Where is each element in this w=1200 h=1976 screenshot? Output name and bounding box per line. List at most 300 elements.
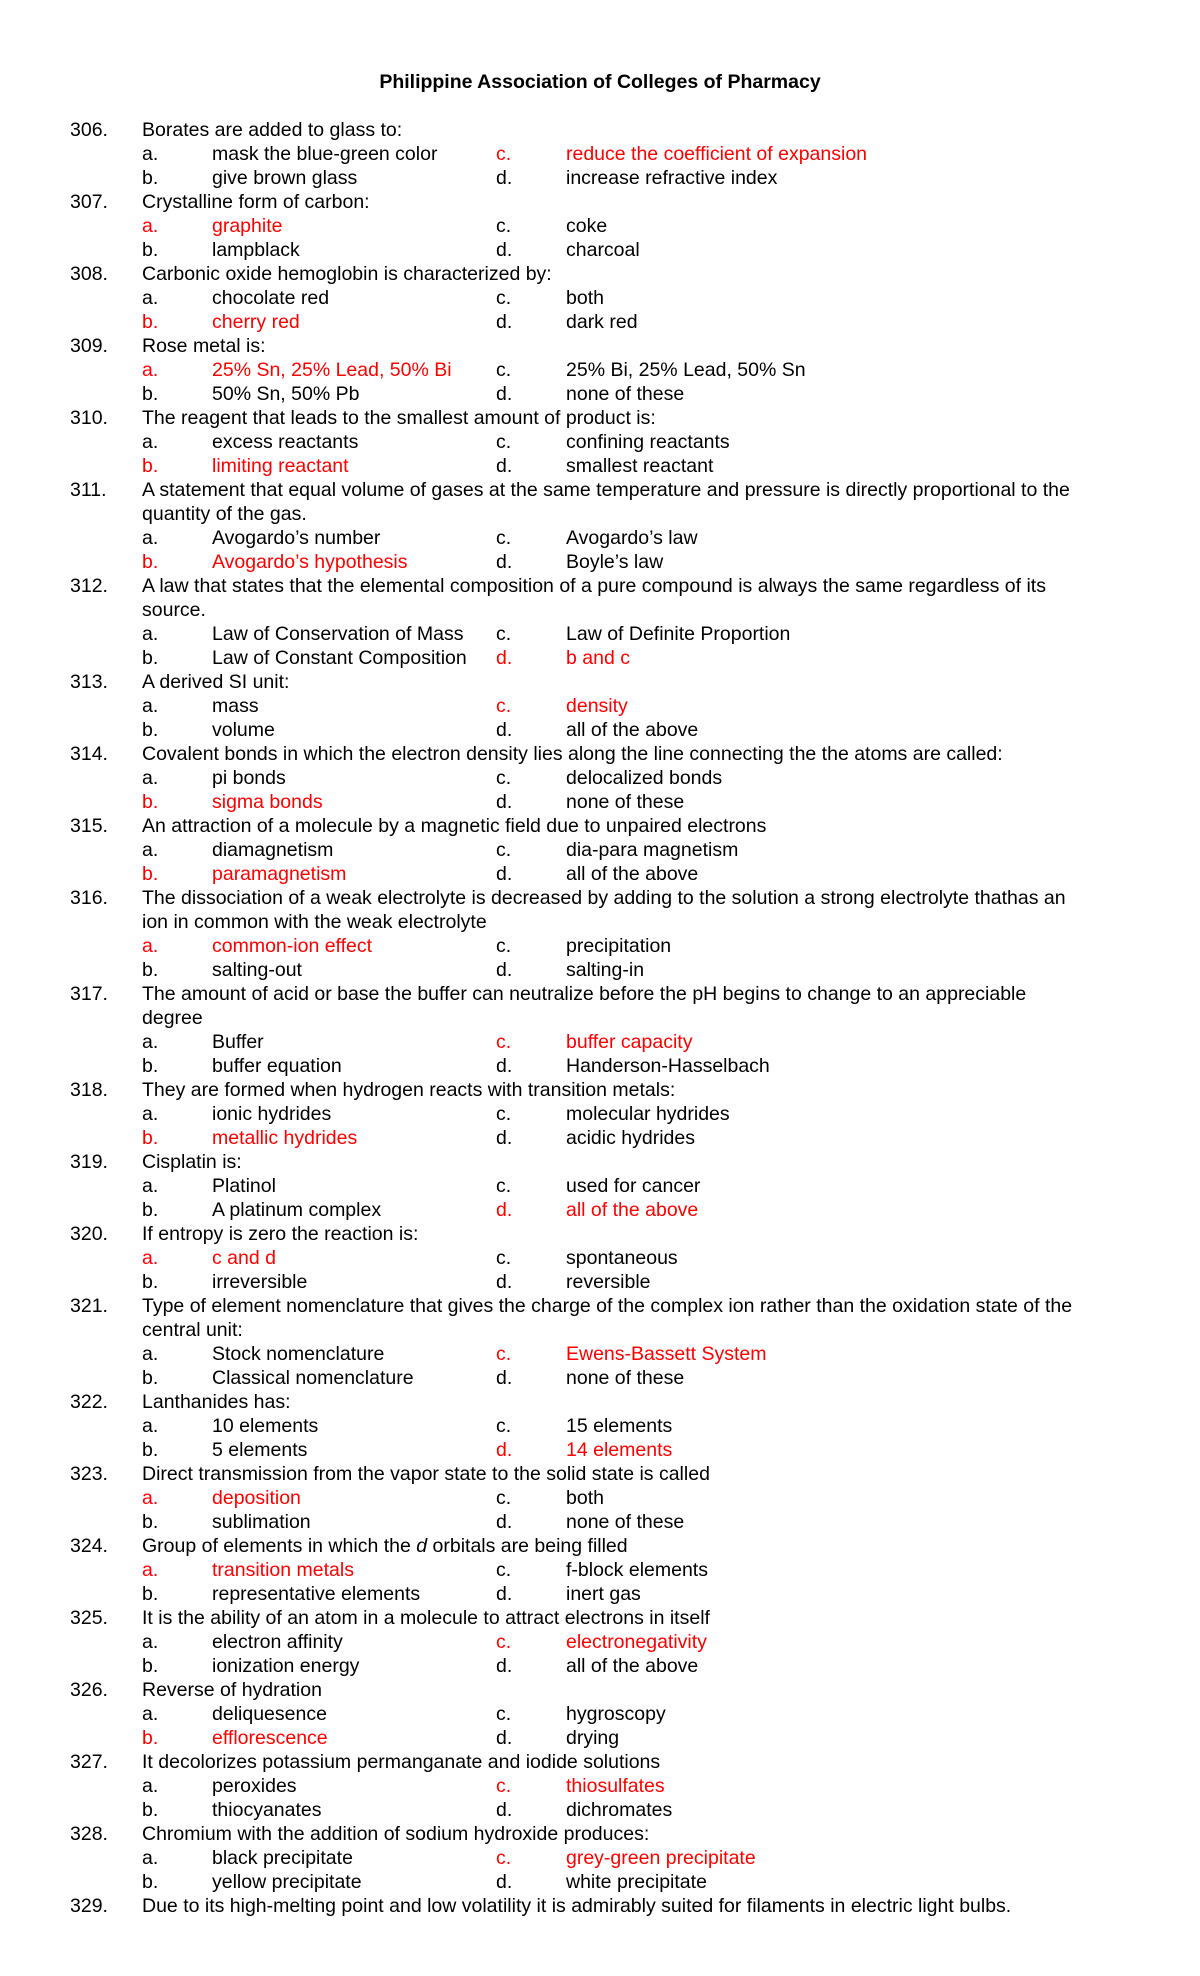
question-text: They are formed when hydrogen reacts with transition metals: <box>142 1079 676 1101</box>
option-letter: d. <box>496 1439 513 1461</box>
question-text: Chromium with the addition of sodium hydroxide produces: <box>142 1823 650 1845</box>
option-text: Law of Constant Composition <box>212 647 467 669</box>
option-text: 5 elements <box>212 1439 308 1461</box>
question-text: A statement that equal volume of gases at the same temperature and pressure is directly proportional to the <box>142 479 1070 501</box>
option-text: none of these <box>566 1511 685 1533</box>
question-line <box>70 406 1150 430</box>
option-row <box>70 1798 1150 1822</box>
question-line <box>70 1894 1150 1918</box>
option-text: mask the blue-green color <box>212 143 438 165</box>
option-row <box>70 1702 1150 1726</box>
option-letter: a. <box>142 1103 159 1125</box>
question-text: Carbonic oxide hemoglobin is characterized by: <box>142 263 552 285</box>
option-text: acidic hydrides <box>566 1127 695 1149</box>
question-item <box>70 334 1150 406</box>
option-letter: d. <box>496 1055 513 1077</box>
option-letter: b. <box>142 311 159 333</box>
question-item <box>70 742 1150 814</box>
option-letter: b. <box>142 1871 159 1893</box>
option-row <box>70 526 1150 550</box>
question-number: 313. <box>70 671 108 693</box>
question-item <box>70 118 1150 190</box>
question-number: 306. <box>70 119 108 141</box>
correct-answer-text: buffer capacity <box>566 1031 693 1053</box>
option-row <box>70 430 1150 454</box>
correct-answer-text: transition metals <box>212 1559 354 1581</box>
option-letter: c. <box>496 431 512 453</box>
option-text: ionization energy <box>212 1655 360 1677</box>
correct-answer-text: c and d <box>212 1247 276 1269</box>
correct-answer-text: density <box>566 695 628 717</box>
option-text: Buffer <box>212 1031 264 1053</box>
option-row <box>70 1198 1150 1222</box>
option-letter: a. <box>142 1247 159 1269</box>
option-row <box>70 646 1150 670</box>
question-text: The dissociation of a weak electrolyte is decreased by adding to the solution a strong electrolyte thathas an <box>142 887 1066 909</box>
question-item <box>70 1390 1150 1462</box>
option-letter: d. <box>496 863 513 885</box>
question-number: 328. <box>70 1823 108 1845</box>
correct-answer-text: Avogardo’s hypothesis <box>212 551 408 573</box>
question-text: Rose metal is: <box>142 335 266 357</box>
option-row <box>70 1246 1150 1270</box>
question-text: quantity of the gas. <box>142 503 307 525</box>
option-text: f-block elements <box>566 1559 708 1581</box>
option-letter: b. <box>142 1199 159 1221</box>
question-text-italic: d <box>416 1535 428 1557</box>
option-letter: d. <box>496 1367 513 1389</box>
option-text: Law of Conservation of Mass <box>212 623 464 645</box>
question-line <box>70 1534 1150 1558</box>
option-row <box>70 694 1150 718</box>
option-letter: a. <box>142 1031 159 1053</box>
question-text: An attraction of a molecule by a magnetic field due to unpaired electrons <box>142 815 767 837</box>
option-row <box>70 622 1150 646</box>
question-item <box>70 1462 1150 1534</box>
question-item <box>70 1750 1150 1822</box>
question-item <box>70 670 1150 742</box>
option-letter: a. <box>142 695 159 717</box>
option-letter: b. <box>142 1583 159 1605</box>
option-letter: b. <box>142 455 159 477</box>
option-text: both <box>566 287 604 309</box>
question-number: 315. <box>70 815 108 837</box>
question-line <box>70 886 1150 910</box>
option-text: inert gas <box>566 1583 641 1605</box>
option-text: electron affinity <box>212 1631 343 1653</box>
option-row <box>70 1342 1150 1366</box>
question-number: 325. <box>70 1607 108 1629</box>
option-text: smallest reactant <box>566 455 714 477</box>
option-letter: a. <box>142 1847 159 1869</box>
question-line <box>70 190 1150 214</box>
option-letter: c. <box>496 1775 512 1797</box>
option-row <box>70 286 1150 310</box>
question-text: Due to its high-melting point and low volatility it is admirably suited for filaments in electric light bulbs. <box>142 1895 1012 1917</box>
option-letter: b. <box>142 1655 159 1677</box>
option-text: delocalized bonds <box>566 767 723 789</box>
question-number: 319. <box>70 1151 108 1173</box>
question-line <box>70 1678 1150 1702</box>
option-row <box>70 958 1150 982</box>
option-text: drying <box>566 1727 620 1749</box>
question-text: degree <box>142 1007 203 1029</box>
option-text: dark red <box>566 311 638 333</box>
option-letter: b. <box>142 791 159 813</box>
option-text: peroxides <box>212 1775 297 1797</box>
question-item <box>70 1678 1150 1750</box>
question-number: 324. <box>70 1535 108 1557</box>
option-letter: c. <box>496 359 512 381</box>
option-row <box>70 454 1150 478</box>
question-text-part: Group of elements in which the <box>142 1535 417 1557</box>
option-text: all of the above <box>566 863 699 885</box>
option-letter: c. <box>496 1103 512 1125</box>
question-number: 329. <box>70 1895 108 1917</box>
option-letter: a. <box>142 287 159 309</box>
option-letter: c. <box>496 1175 512 1197</box>
option-row <box>70 766 1150 790</box>
question-item <box>70 982 1150 1078</box>
option-text: spontaneous <box>566 1247 678 1269</box>
question-text: It decolorizes potassium permanganate and iodide solutions <box>142 1751 661 1773</box>
option-letter: c. <box>496 1343 512 1365</box>
question-item <box>70 1222 1150 1294</box>
option-text: white precipitate <box>566 1871 707 1893</box>
option-letter: b. <box>142 1055 159 1077</box>
question-text: A derived SI unit: <box>142 671 290 693</box>
option-row <box>70 1414 1150 1438</box>
option-letter: d. <box>496 311 513 333</box>
option-letter: d. <box>496 239 513 261</box>
option-letter: b. <box>142 863 159 885</box>
option-letter: d. <box>496 959 513 981</box>
option-text: volume <box>212 719 275 741</box>
option-letter: c. <box>496 215 512 237</box>
question-text: Crystalline form of carbon: <box>142 191 370 213</box>
question-number: 316. <box>70 887 108 909</box>
question-item <box>70 478 1150 574</box>
option-letter: d. <box>496 791 513 813</box>
option-text: molecular hydrides <box>566 1103 730 1125</box>
correct-answer-text: limiting reactant <box>212 455 349 477</box>
option-letter: c. <box>496 1487 512 1509</box>
option-text: used for cancer <box>566 1175 701 1197</box>
question-line <box>70 1078 1150 1102</box>
option-text: representative elements <box>212 1583 421 1605</box>
question-item <box>70 406 1150 478</box>
option-letter: a. <box>142 935 159 957</box>
question-line <box>70 118 1150 142</box>
option-letter: a. <box>142 143 159 165</box>
option-row <box>70 1030 1150 1054</box>
question-number: 322. <box>70 1391 108 1413</box>
question-number: 320. <box>70 1223 108 1245</box>
question-number: 308. <box>70 263 108 285</box>
question-text: Cisplatin is: <box>142 1151 242 1173</box>
question-line <box>70 598 1150 622</box>
option-text: Boyle’s law <box>566 551 664 573</box>
question-list <box>70 118 1150 1918</box>
question-line <box>70 334 1150 358</box>
question-line <box>70 574 1150 598</box>
option-letter: a. <box>142 1343 159 1365</box>
question-item <box>70 1822 1150 1894</box>
question-text: A law that states that the elemental composition of a pure compound is always the same regardless of its <box>142 575 1046 597</box>
option-text: Classical nomenclature <box>212 1367 414 1389</box>
option-text: pi bonds <box>212 767 286 789</box>
option-letter: c. <box>496 143 512 165</box>
option-row <box>70 718 1150 742</box>
option-text: diamagnetism <box>212 839 334 861</box>
question-number: 317. <box>70 983 108 1005</box>
option-letter: b. <box>142 551 159 573</box>
option-text: sublimation <box>212 1511 311 1533</box>
question-line <box>70 262 1150 286</box>
option-letter: b. <box>142 1727 159 1749</box>
question-text: If entropy is zero the reaction is: <box>142 1223 419 1245</box>
option-text: Law of Definite Proportion <box>566 623 791 645</box>
option-row <box>70 382 1150 406</box>
option-letter: c. <box>496 1847 512 1869</box>
option-text: 50% Sn, 50% Pb <box>212 383 360 405</box>
option-text: Stock nomenclature <box>212 1343 385 1365</box>
question-line <box>70 1222 1150 1246</box>
option-row <box>70 1726 1150 1750</box>
question-item <box>70 814 1150 886</box>
question-text <box>142 1534 628 1558</box>
option-letter: c. <box>496 287 512 309</box>
question-item <box>70 574 1150 670</box>
option-row <box>70 1510 1150 1534</box>
option-letter: a. <box>142 1631 159 1653</box>
option-text: all of the above <box>566 719 699 741</box>
option-letter: c. <box>496 1415 512 1437</box>
question-text: Type of element nomenclature that gives the charge of the complex ion rather than the oxidation state of the <box>142 1295 1073 1317</box>
question-number: 326. <box>70 1679 108 1701</box>
option-text: A platinum complex <box>212 1199 382 1221</box>
question-line <box>70 910 1150 934</box>
question-line <box>70 1390 1150 1414</box>
option-row <box>70 358 1150 382</box>
option-text: thiocyanates <box>212 1799 322 1821</box>
option-letter: a. <box>142 359 159 381</box>
question-number: 323. <box>70 1463 108 1485</box>
option-row <box>70 238 1150 262</box>
option-text: deliquesence <box>212 1703 327 1725</box>
option-letter: b. <box>142 1367 159 1389</box>
correct-answer-text: cherry red <box>212 311 300 333</box>
option-text: give brown glass <box>212 167 358 189</box>
question-number: 312. <box>70 575 108 597</box>
option-letter: d. <box>496 551 513 573</box>
correct-answer-text: 14 elements <box>566 1439 673 1461</box>
option-row <box>70 214 1150 238</box>
question-line <box>70 1150 1150 1174</box>
option-letter: b. <box>142 959 159 981</box>
option-letter: a. <box>142 1703 159 1725</box>
correct-answer-text: common-ion effect <box>212 935 373 957</box>
correct-answer-text: reduce the coefficient of expansion <box>566 143 868 165</box>
option-row <box>70 790 1150 814</box>
option-letter: b. <box>142 1511 159 1533</box>
question-item <box>70 1894 1150 1918</box>
question-line <box>70 1606 1150 1630</box>
question-item <box>70 1078 1150 1150</box>
question-number: 311. <box>70 479 107 501</box>
question-line <box>70 742 1150 766</box>
option-text: ionic hydrides <box>212 1103 332 1125</box>
question-line <box>70 1750 1150 1774</box>
option-letter: c. <box>496 527 512 549</box>
option-text: dia-para magnetism <box>566 839 739 861</box>
question-item <box>70 1606 1150 1678</box>
option-text: Handerson-Hasselbach <box>566 1055 770 1077</box>
option-row <box>70 934 1150 958</box>
option-letter: b. <box>142 1799 159 1821</box>
option-text: Avogardo’s law <box>566 527 698 549</box>
question-item <box>70 1534 1150 1606</box>
option-text: charcoal <box>566 239 640 261</box>
option-text: increase refractive index <box>566 167 778 189</box>
option-letter: d. <box>496 383 513 405</box>
question-line <box>70 502 1150 526</box>
option-text: 10 elements <box>212 1415 319 1437</box>
option-text: excess reactants <box>212 431 359 453</box>
question-number: 321. <box>70 1295 108 1317</box>
option-letter: d. <box>496 1583 513 1605</box>
option-letter: c. <box>496 695 512 717</box>
option-text: hygroscopy <box>566 1703 666 1725</box>
correct-answer-text: paramagnetism <box>212 863 347 885</box>
question-text: Reverse of hydration <box>142 1679 322 1701</box>
option-letter: d. <box>496 167 513 189</box>
correct-answer-text: Ewens-Bassett System <box>566 1343 767 1365</box>
question-text: The reagent that leads to the smallest amount of product is: <box>142 407 656 429</box>
option-row <box>70 1774 1150 1798</box>
option-letter: a. <box>142 431 159 453</box>
option-letter: d. <box>496 1799 513 1821</box>
option-row <box>70 1126 1150 1150</box>
option-letter: b. <box>142 1439 159 1461</box>
correct-answer-text: metallic hydrides <box>212 1127 358 1149</box>
option-row <box>70 1174 1150 1198</box>
correct-answer-text: graphite <box>212 215 283 237</box>
correct-answer-text: sigma bonds <box>212 791 323 813</box>
option-text: irreversible <box>212 1271 308 1293</box>
option-text: none of these <box>566 1367 685 1389</box>
question-line <box>70 1006 1150 1030</box>
question-line <box>70 1294 1150 1318</box>
option-letter: c. <box>496 935 512 957</box>
question-line <box>70 982 1150 1006</box>
question-text: Lanthanides has: <box>142 1391 291 1413</box>
question-line <box>70 1462 1150 1486</box>
option-letter: a. <box>142 1559 159 1581</box>
page-title: Philippine Association of Colleges of Pharmacy <box>379 71 821 93</box>
question-number: 318. <box>70 1079 108 1101</box>
question-text: ion in common with the weak electrolyte <box>142 911 487 933</box>
option-letter: d. <box>496 719 513 741</box>
option-text: none of these <box>566 383 685 405</box>
question-number: 307. <box>70 191 108 213</box>
question-text: The amount of acid or base the buffer can neutralize before the pH begins to change to an appreciable <box>142 983 1027 1005</box>
question-item <box>70 1150 1150 1222</box>
correct-answer-text: deposition <box>212 1487 301 1509</box>
option-text: precipitation <box>566 935 672 957</box>
option-letter: d. <box>496 1511 513 1533</box>
option-text: 15 elements <box>566 1415 673 1437</box>
option-text: none of these <box>566 791 685 813</box>
option-letter: d. <box>496 1271 513 1293</box>
option-row <box>70 1582 1150 1606</box>
question-item <box>70 190 1150 262</box>
option-letter: c. <box>496 623 512 645</box>
option-text: yellow precipitate <box>212 1871 362 1893</box>
option-letter: c. <box>496 1559 512 1581</box>
correct-answer-text: electronegativity <box>566 1631 707 1653</box>
correct-answer-text: efflorescence <box>212 1727 328 1749</box>
option-text: mass <box>212 695 259 717</box>
option-text: salting-out <box>212 959 302 981</box>
option-letter: d. <box>496 1199 513 1221</box>
question-number: 327. <box>70 1751 108 1773</box>
question-line <box>70 814 1150 838</box>
option-letter: c. <box>496 1031 512 1053</box>
option-letter: a. <box>142 215 159 237</box>
correct-answer-text: 25% Sn, 25% Lead, 50% Bi <box>212 359 452 381</box>
option-letter: a. <box>142 1487 159 1509</box>
option-letter: d. <box>496 647 513 669</box>
correct-answer-text: grey-green precipitate <box>566 1847 756 1869</box>
option-letter: c. <box>496 1631 512 1653</box>
option-row <box>70 550 1150 574</box>
option-text: chocolate red <box>212 287 330 309</box>
option-text: Avogardo’s number <box>212 527 381 549</box>
option-row <box>70 1054 1150 1078</box>
option-text: confining reactants <box>566 431 730 453</box>
option-row <box>70 166 1150 190</box>
option-text: reversible <box>566 1271 651 1293</box>
option-row <box>70 838 1150 862</box>
option-letter: c. <box>496 1247 512 1269</box>
option-row <box>70 862 1150 886</box>
question-text: Covalent bonds in which the electron density lies along the line connecting the the atoms are called: <box>142 743 1003 765</box>
correct-answer-text: all of the above <box>566 1199 699 1221</box>
option-letter: c. <box>496 767 512 789</box>
option-letter: b. <box>142 167 159 189</box>
question-text: It is the ability of an atom in a molecule to attract electrons in itself <box>142 1607 710 1629</box>
option-letter: b. <box>142 383 159 405</box>
question-text: Borates are added to glass to: <box>142 119 403 141</box>
option-text: black precipitate <box>212 1847 353 1869</box>
option-row <box>70 1654 1150 1678</box>
option-row <box>70 142 1150 166</box>
option-letter: b. <box>142 647 159 669</box>
question-text: source. <box>142 599 206 621</box>
question-text: Direct transmission from the vapor state to the solid state is called <box>142 1463 710 1485</box>
question-text: central unit: <box>142 1319 243 1341</box>
option-text: 25% Bi, 25% Lead, 50% Sn <box>566 359 806 381</box>
option-letter: d. <box>496 1127 513 1149</box>
option-text: both <box>566 1487 604 1509</box>
option-text: salting-in <box>566 959 645 981</box>
option-text: buffer equation <box>212 1055 342 1077</box>
option-text: lampblack <box>212 239 300 261</box>
option-letter: a. <box>142 527 159 549</box>
option-row <box>70 1366 1150 1390</box>
option-letter: a. <box>142 1415 159 1437</box>
